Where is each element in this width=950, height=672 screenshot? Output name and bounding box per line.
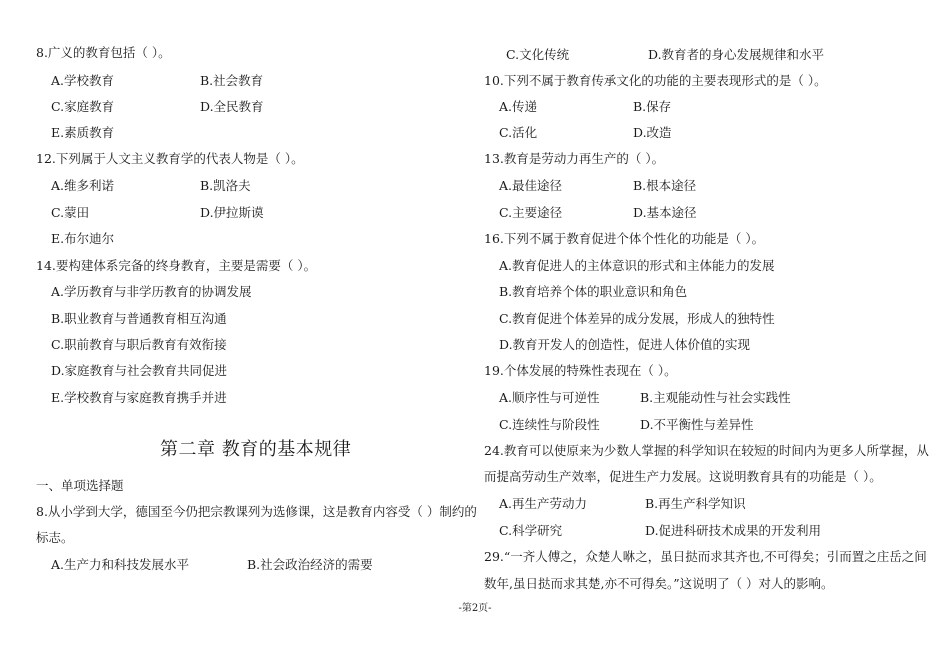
option-a: A.维多利诺 — [51, 178, 115, 193]
option-c: C.蒙田 — [51, 205, 90, 220]
option-b: B.教育培养个体的职业意识和角色 — [499, 284, 688, 299]
question-29-cont: 数年,虽日挞而求其楚,亦不可得矣。”这说明了（ ）对人的影响。 — [484, 576, 834, 591]
question-8-religion-cont: 标志。 — [36, 530, 74, 545]
option-e: E.布尔迪尔 — [51, 231, 115, 246]
section-heading: 一、单项选择题 — [36, 478, 124, 493]
option-e: E.素质教育 — [51, 125, 115, 140]
option-a: A.最佳途径 — [499, 178, 563, 193]
question-24-cont: 而提高劳动生产效率，促进生产力发展。这说明教育具有的功能是（ ）。 — [484, 469, 882, 484]
option-a: A.生产力和科技发展水平 — [51, 557, 190, 572]
option-d: D.不平衡性与差异性 — [640, 417, 754, 432]
option-b: B.凯洛夫 — [200, 178, 251, 193]
option-a: A.传递 — [499, 99, 538, 114]
option-c: C.家庭教育 — [51, 99, 115, 114]
option-a: A.再生产劳动力 — [499, 496, 588, 511]
option-a: A.教育促进人的主体意识的形式和主体能力的发展 — [499, 258, 775, 273]
page-number: -第2页- — [458, 603, 492, 614]
question-13: 13.教育是劳动力再生产的（ ）。 — [484, 151, 665, 166]
option-b: B.根本途径 — [633, 178, 697, 193]
question-29: 29.“一齐人傅之，众楚人咻之，虽日挞而求其齐也,不可得矣；引而置之庄岳之间 — [484, 549, 927, 564]
option-c: C.教育促进个体差异的成分发展，形成人的独特性 — [499, 311, 775, 326]
question-8-broad-education: 8.广义的教育包括（ ）。 — [36, 45, 171, 60]
chapter-title: 第二章 教育的基本规律 — [160, 439, 352, 460]
option-b: B.再生产科学知识 — [645, 496, 746, 511]
option-b: B.保存 — [633, 99, 672, 114]
option-c: C.科学研究 — [499, 523, 563, 538]
option-d: D.改造 — [633, 125, 672, 140]
question-10: 10.下列不属于教育传承文化的功能的主要表现形式的是（ ）。 — [484, 73, 827, 88]
option-c: C.连续性与阶段性 — [499, 417, 600, 432]
option-d: D.教育开发人的创造性，促进人体价值的实现 — [499, 337, 751, 352]
option-a: A.学校教育 — [51, 73, 115, 88]
option-d: D.全民教育 — [200, 99, 264, 114]
option-d: D.基本途径 — [633, 205, 697, 220]
option-c: C.主要途径 — [499, 205, 563, 220]
question-24: 24.教育可以使原来为少数人掌握的科学知识在较短的时间内为更多人所掌握，从 — [484, 443, 929, 458]
question-16: 16.下列不属于教育促进个体个性化的功能是（ ）。 — [484, 231, 765, 246]
option-d: D.家庭教育与社会教育共同促进 — [51, 363, 228, 378]
option-b: B.社会教育 — [200, 73, 264, 88]
option-c: C.活化 — [499, 125, 538, 140]
option-a: A.学历教育与非学历教育的协调发展 — [51, 284, 252, 299]
option-c: C.职前教育与职后教育有效衔接 — [51, 337, 227, 352]
option-b: B.职业教育与普通教育相互沟通 — [51, 311, 227, 326]
option-d: D.伊拉斯谟 — [200, 205, 264, 220]
question-19: 19.个体发展的特殊性表现在（ ）。 — [484, 363, 677, 378]
option-c: C.文化传统 — [506, 47, 570, 62]
question-8-religion: 8.从小学到大学，德国至今仍把宗教课列为选修课，这是教育内容受（ ）制约的 — [36, 504, 477, 519]
question-12: 12.下列属于人文主义教育学的代表人物是（ ）。 — [36, 151, 304, 166]
option-d: D.促进科研技术成果的开发利用 — [645, 523, 822, 538]
option-e: E.学校教育与家庭教育携手并进 — [51, 390, 227, 405]
option-b: B.社会政治经济的需要 — [247, 557, 373, 572]
option-b: B.主观能动性与社会实践性 — [640, 390, 791, 405]
option-d: D.教育者的身心发展规律和水平 — [648, 47, 825, 62]
question-14: 14.要构建体系完备的终身教育，主要是需要（ ）。 — [36, 258, 317, 273]
option-a: A.顺序性与可逆性 — [499, 390, 600, 405]
